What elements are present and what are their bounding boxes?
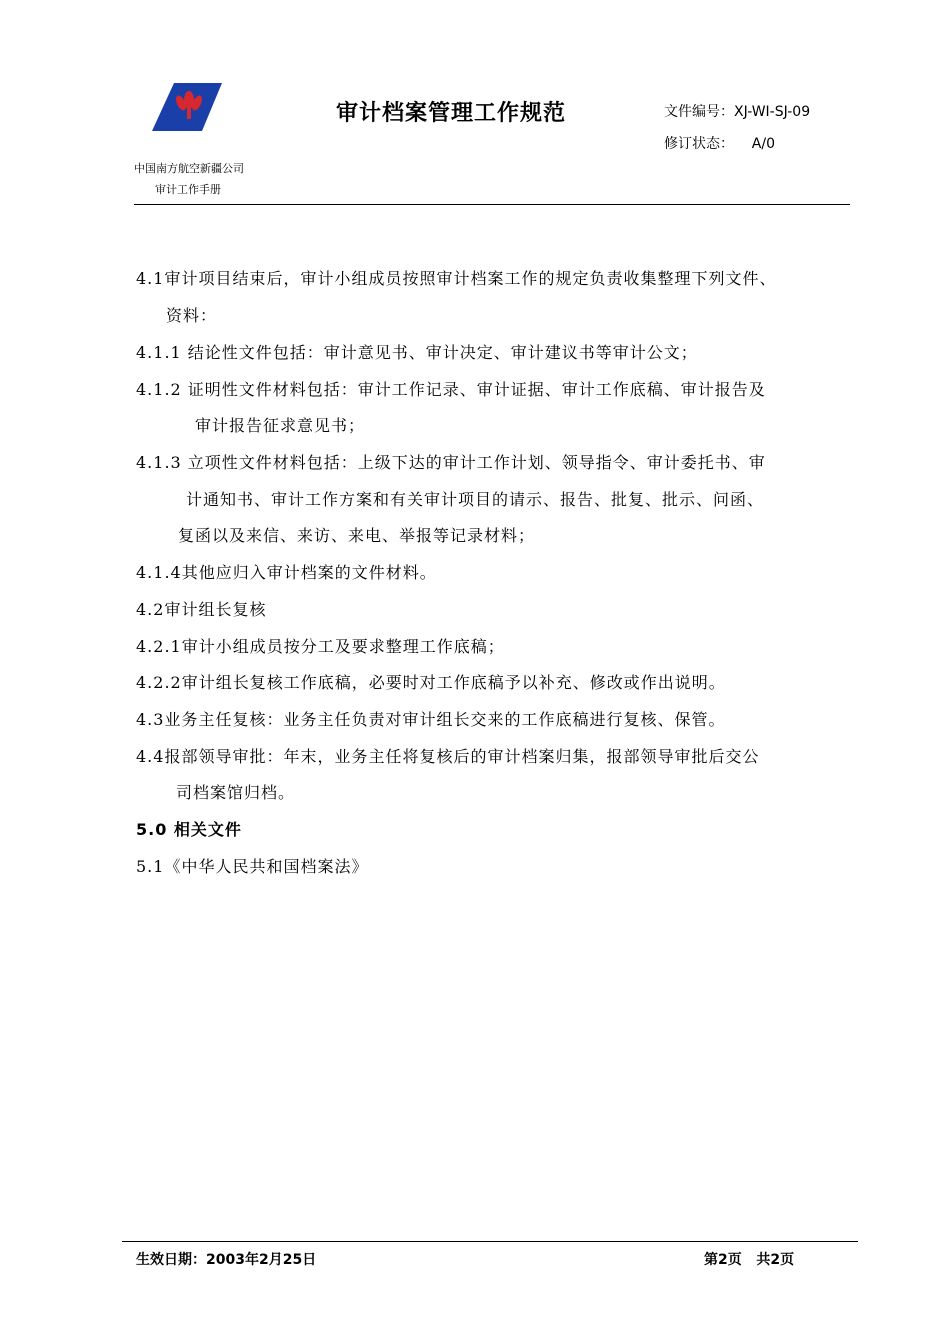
paragraph-line: 4.1.4其他应归入审计档案的文件材料。 xyxy=(136,563,437,582)
paragraph-line: 4.1.1 结论性文件包括：审计意见书、审计决定、审计建议书等审计公文； xyxy=(136,343,698,362)
page-number: 第2页 共2页 xyxy=(704,1252,795,1268)
effective-date: 生效日期：2003年2月25日 xyxy=(136,1252,317,1268)
paragraph-line: 5.1《中华人民共和国档案法》 xyxy=(136,857,369,876)
paragraph-line: 审计报告征求意见书； xyxy=(195,416,366,435)
paragraph-line: 资料： xyxy=(166,306,218,325)
paragraph-line: 4.2.2审计组长复核工作底稿，必要时对工作底稿予以补充、修改或作出说明。 xyxy=(136,673,726,692)
paragraph-line: 司档案馆归档。 xyxy=(176,783,296,802)
revision-status: 修订状态： A/0 xyxy=(664,136,776,152)
paragraph-line: 4.2.1审计小组成员按分工及要求整理工作底稿； xyxy=(136,637,505,656)
paragraph-line: 复函以及来信、来访、来电、举报等记录材料； xyxy=(178,526,536,545)
company-name: 中国南方航空新疆公司 xyxy=(134,162,244,175)
document-title: 审计档案管理工作规范 xyxy=(336,101,567,126)
document-number: 文件编号：XJ-WI-SJ-09 xyxy=(664,104,811,120)
paragraph-line: 计通知书、审计工作方案和有关审计项目的请示、报告、批复、批示、问函、 xyxy=(186,490,765,509)
manual-name: 审计工作手册 xyxy=(155,183,221,196)
paragraph-line: 4.2审计组长复核 xyxy=(136,600,267,619)
section-heading: 5.0 相关文件 xyxy=(136,820,242,839)
paragraph-line: 4.1.3 立项性文件材料包括：上级下达的审计工作计划、领导指令、审计委托书、审 xyxy=(136,453,766,472)
paragraph-line: 4.1.2 证明性文件材料包括：审计工作记录、审计证据、审计工作底稿、审计报告及 xyxy=(136,380,766,399)
paragraph-line: 4.1审计项目结束后，审计小组成员按照审计档案工作的规定负责收集整理下列文件、 xyxy=(136,269,777,288)
paragraph-line: 4.3业务主任复核：业务主任负责对审计组长交来的工作底稿进行复核、保管。 xyxy=(136,710,726,729)
paragraph-line: 4.4报部领导审批：年末，业务主任将复核后的审计档案归集，报部领导审批后交公 xyxy=(136,747,760,766)
footer-divider xyxy=(122,1241,858,1242)
